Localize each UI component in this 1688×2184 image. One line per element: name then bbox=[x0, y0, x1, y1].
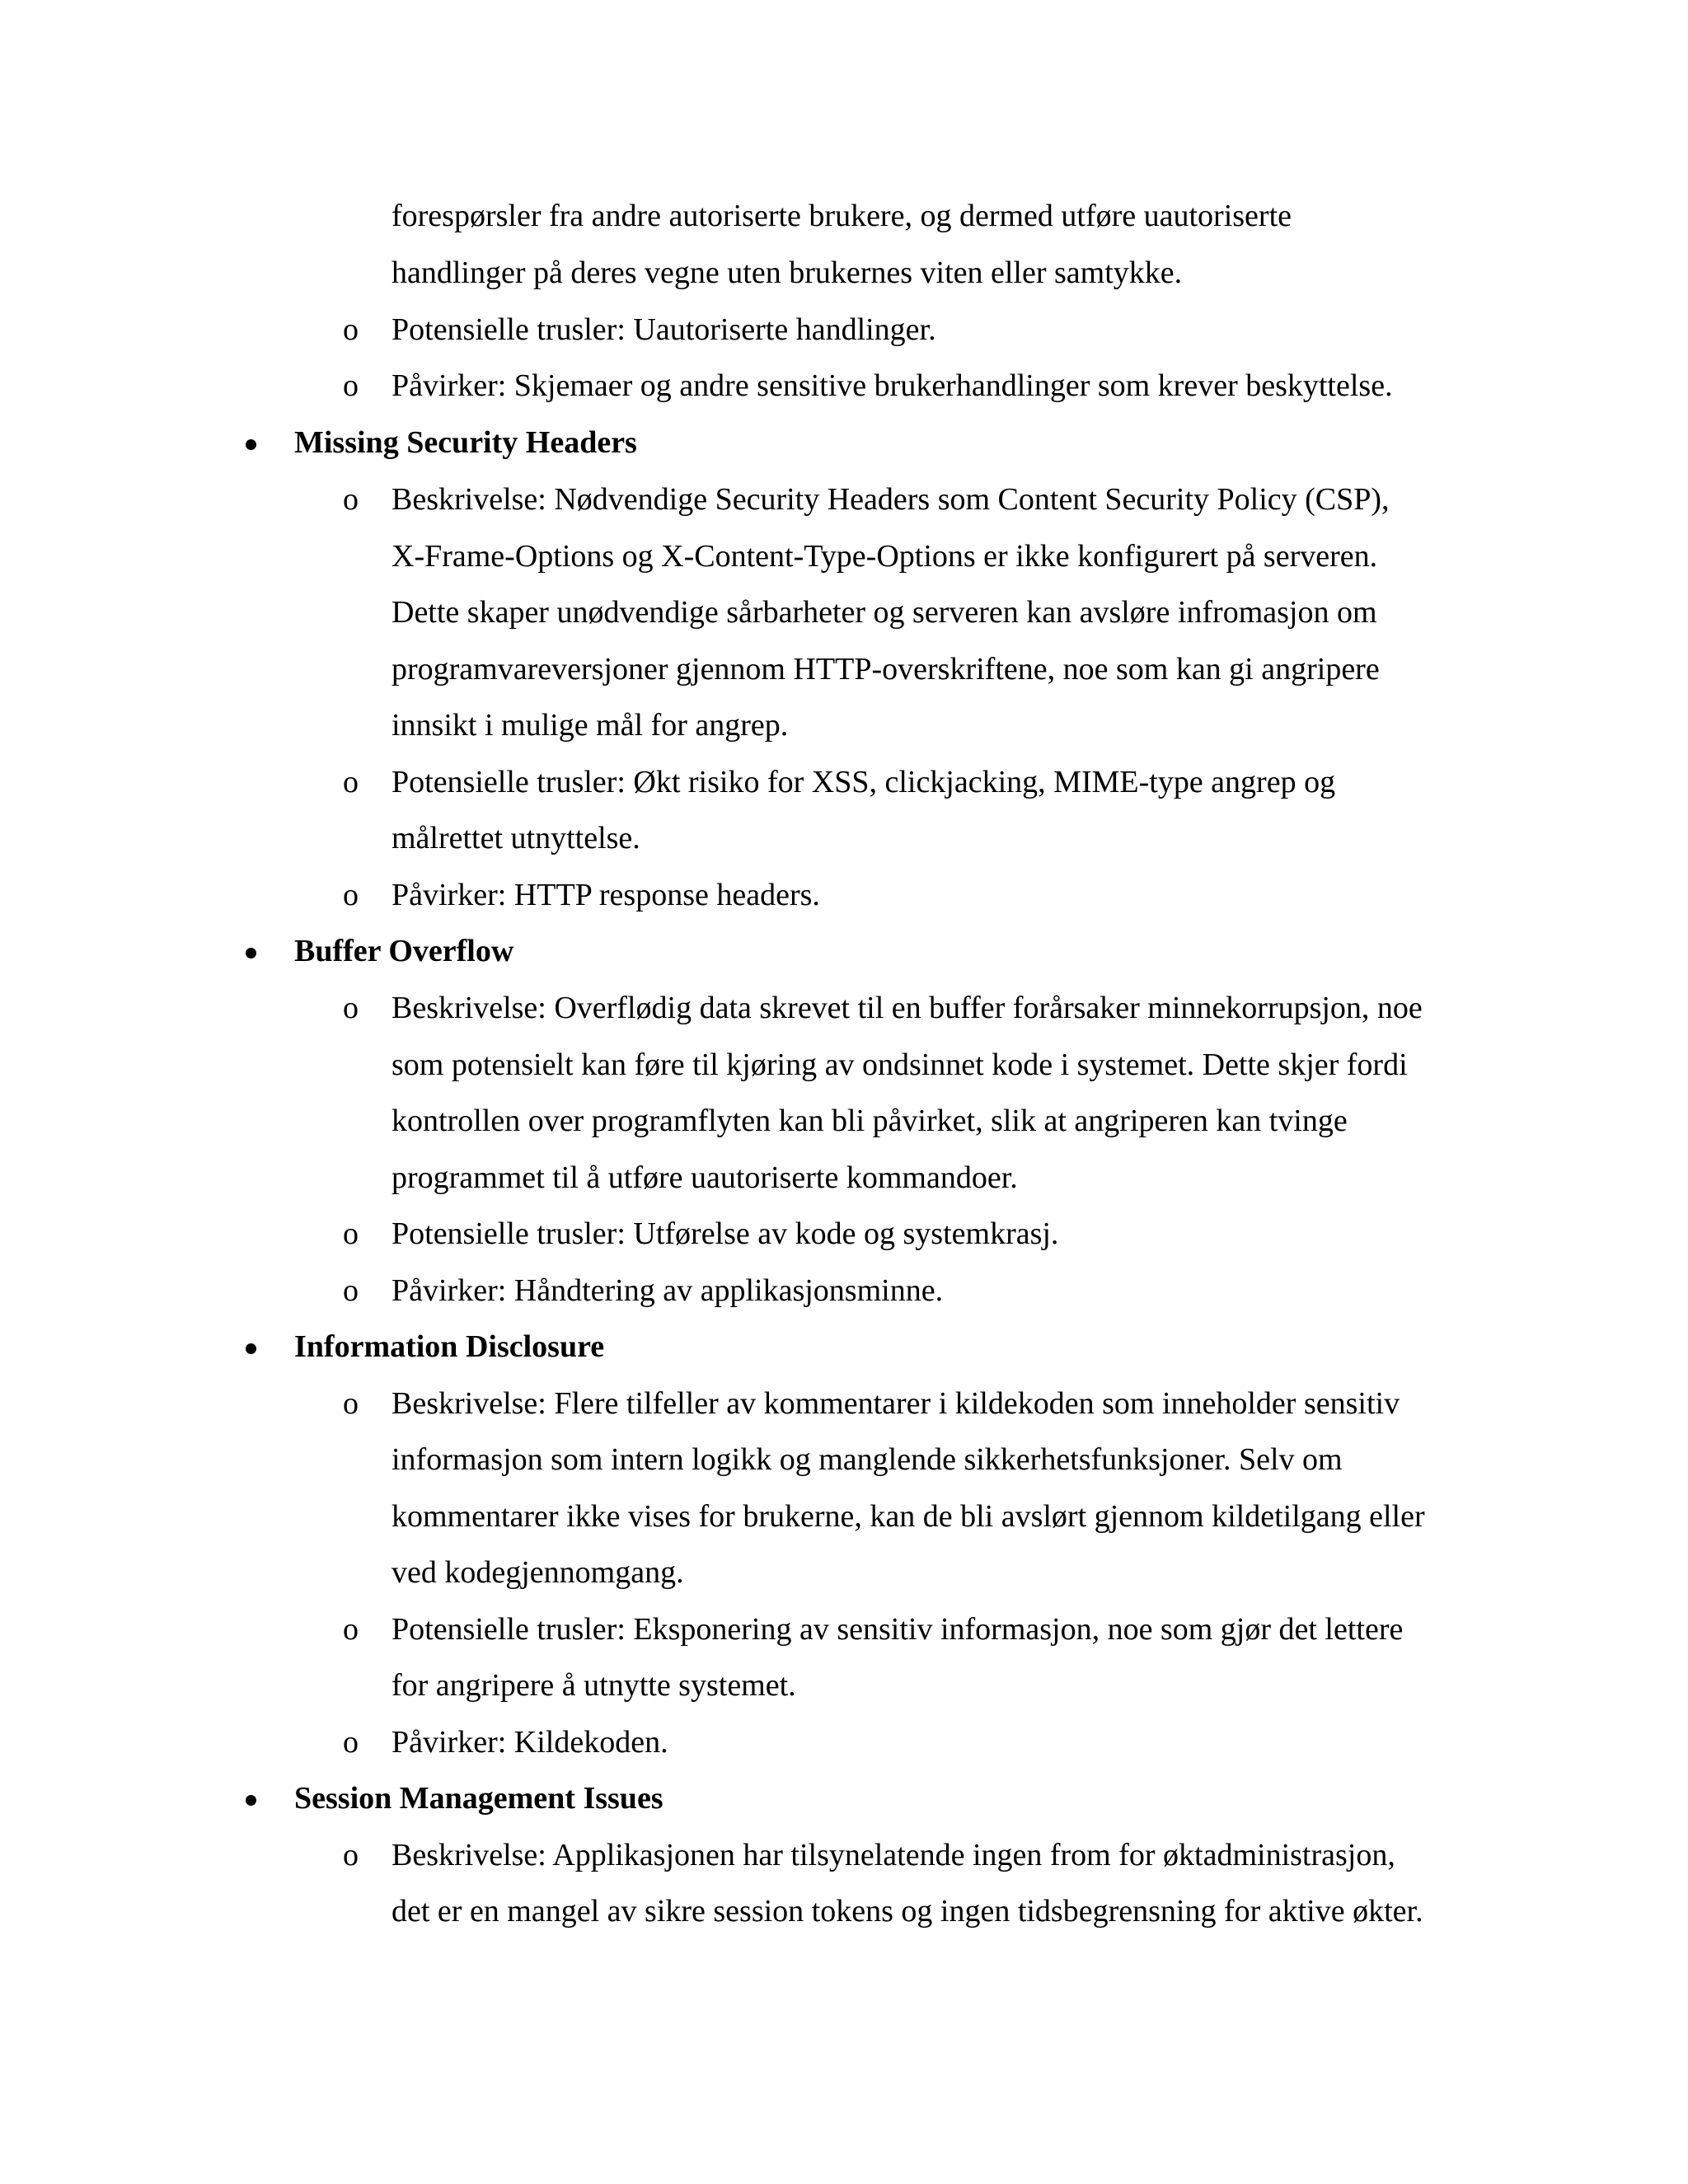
sub-bullet-marker: o bbox=[343, 991, 359, 1025]
section-heading: Information Disclosure bbox=[294, 1329, 605, 1364]
list-item: Potensielle trusler: Uautoriserte handlinger. bbox=[392, 312, 936, 347]
list-item: Beskrivelse: Nødvendige Security Headers som Content Security Policy (CSP), bbox=[392, 482, 1390, 517]
list-item-line: kommentarer ikke vises for brukerne, kan de bli avslørt gjennom kildetilgang eller bbox=[392, 1499, 1425, 1534]
list-item: Beskrivelse: Flere tilfeller av kommentarer i kildekoden som inneholder sensitiv bbox=[392, 1386, 1400, 1421]
list-item: Potensielle trusler: Eksponering av sensitiv informasjon, noe som gjør det lettere bbox=[392, 1612, 1404, 1647]
sub-bullet-marker: o bbox=[343, 1386, 359, 1421]
list-item-line: kontrollen over programflyten kan bli påvirket, slik at angriperen kan tvinge bbox=[392, 1104, 1348, 1138]
sub-bullet-marker: o bbox=[343, 1216, 359, 1251]
sub-bullet-marker: o bbox=[343, 312, 359, 347]
list-item-line: ved kodegjennomgang. bbox=[392, 1555, 684, 1590]
list-item: Påvirker: Kildekoden. bbox=[392, 1725, 668, 1760]
bullet-marker bbox=[246, 1343, 256, 1354]
bullet-marker bbox=[246, 439, 256, 450]
sub-bullet-marker: o bbox=[343, 765, 359, 799]
list-item-line: X-Frame-Options og X-Content-Type-Options er ikke konfigurert på serveren. bbox=[392, 539, 1378, 574]
bullet-marker bbox=[246, 1795, 256, 1806]
bullet-marker bbox=[246, 948, 256, 958]
sub-bullet-marker: o bbox=[343, 482, 359, 517]
sub-bullet-marker: o bbox=[343, 1725, 359, 1760]
list-item-line: det er en mangel av sikre session tokens og ingen tidsbegrensning for aktive økter. bbox=[392, 1894, 1423, 1929]
list-item-line: informasjon som intern logikk og manglende sikkerhetsfunksjoner. Selv om bbox=[392, 1442, 1343, 1477]
section-heading: Session Management Issues bbox=[294, 1781, 663, 1816]
paragraph-line: forespørsler fra andre autoriserte brukere, og dermed utføre uautoriserte bbox=[392, 199, 1292, 233]
list-item: Potensielle trusler: Økt risiko for XSS, clickjacking, MIME-type angrep og bbox=[392, 765, 1336, 799]
list-item: Beskrivelse: Overflødig data skrevet til en buffer forårsaker minnekorrupsjon, noe bbox=[392, 991, 1423, 1025]
list-item-line: programvareversjoner gjennom HTTP-overskriftene, noe som kan gi angripere bbox=[392, 652, 1380, 687]
list-item: Potensielle trusler: Utførelse av kode og systemkrasj. bbox=[392, 1216, 1059, 1251]
list-item: Påvirker: Skjemaer og andre sensitive brukerhandlinger som krever beskyttelse. bbox=[392, 368, 1393, 403]
sub-bullet-marker: o bbox=[343, 368, 359, 403]
list-item-line: for angripere å utnytte systemet. bbox=[392, 1668, 796, 1703]
sub-bullet-marker: o bbox=[343, 878, 359, 912]
list-item-line: som potensielt kan føre til kjøring av ondsinnet kode i systemet. Dette skjer fordi bbox=[392, 1047, 1408, 1082]
list-item-line: innsikt i mulige mål for angrep. bbox=[392, 708, 789, 743]
list-item-line: Dette skaper unødvendige sårbarheter og serveren kan avsløre infromasjon om bbox=[392, 595, 1377, 630]
list-item-line: programmet til å utføre uautoriserte kommandoer. bbox=[392, 1160, 1018, 1195]
section-heading: Buffer Overflow bbox=[294, 934, 514, 968]
paragraph-line: handlinger på deres vegne uten brukernes viten eller samtykke. bbox=[392, 255, 1183, 290]
list-item: Påvirker: HTTP response headers. bbox=[392, 878, 820, 912]
list-item-line: målrettet utnyttelse. bbox=[392, 821, 640, 855]
sub-bullet-marker: o bbox=[343, 1838, 359, 1872]
list-item: Påvirker: Håndtering av applikasjonsminne. bbox=[392, 1273, 944, 1308]
sub-bullet-marker: o bbox=[343, 1273, 359, 1308]
sub-bullet-marker: o bbox=[343, 1612, 359, 1647]
list-item: Beskrivelse: Applikasjonen har tilsynelatende ingen from for øktadministrasjon, bbox=[392, 1838, 1395, 1872]
section-heading: Missing Security Headers bbox=[294, 425, 637, 460]
